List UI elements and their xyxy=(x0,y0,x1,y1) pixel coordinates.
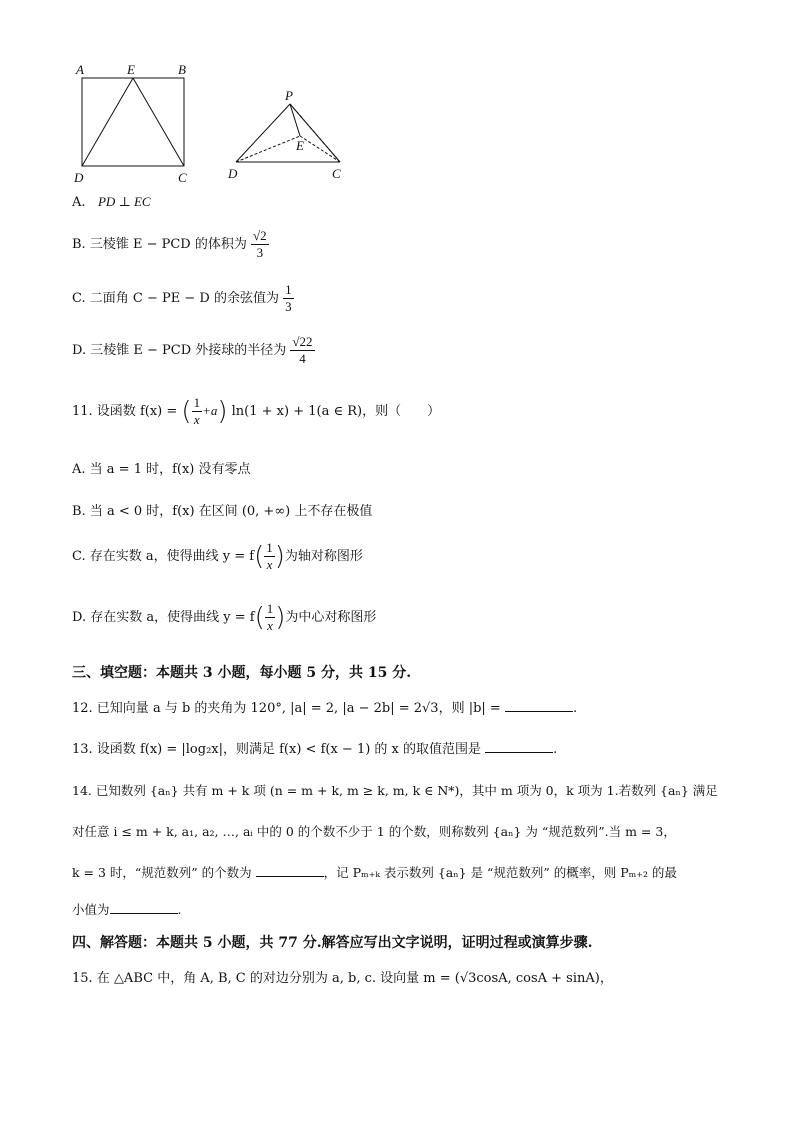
q15: 15. 在 △ABC 中，角 A, B, C 的对边分别为 a, b, c. 设向量 m = (√3cosA, cosA + sinA)， xyxy=(72,971,613,986)
q11-stem: 11. 设函数 f(x) = ( $\frac{1}{x}$ +a) ln(1 + x) + 1(a ∈ R)，则（ ） xyxy=(72,395,441,427)
label-b: B xyxy=(178,62,186,77)
q11-option-a: A. 当 a = 1 时，f(x) 没有零点 xyxy=(72,462,251,477)
edge-de xyxy=(236,136,300,162)
q14-line-4: 小值为 . xyxy=(72,902,182,917)
edge-ce xyxy=(300,136,340,162)
q11-option-b: B. 当 a < 0 时，f(x) 在区间 (0, +∞) 上不存在极值 xyxy=(72,504,373,519)
q14-line-1: 14. 已知数列 {aₙ} 共有 m + k 项 (n = m + k, m ≥ k, m, k ∈ N*)，其中 m 项为 0，k 项为 1.若数列 {aₙ} 满足 xyxy=(72,783,718,798)
q14-line-3: k = 3 时，“规范数列” 的个数为 ，记 Pₘ₊ₖ 表示数列 {aₙ} 是 “规范数列” 的概率，则 Pₘ₊₂ 的最 xyxy=(72,865,677,880)
edge-pd xyxy=(236,104,290,162)
q13-answer-blank[interactable] xyxy=(485,740,553,753)
figure-rectangle xyxy=(70,58,200,188)
q13: 13. 设函数 f(x) = |log₂x|，则满足 f(x) < f(x − 1) 的 x 的取值范围是 . xyxy=(72,742,558,757)
label-a: A xyxy=(76,62,84,77)
segment-de xyxy=(82,78,133,166)
section-3-heading: 三、填空题：本题共 3 小题，每小题 5 分，共 15 分. xyxy=(72,665,412,681)
q10-option-b: B. 三棱锥 E − PCD 的体积为 $\frac{√2}{3}$ xyxy=(72,228,267,260)
q12-answer-blank[interactable] xyxy=(505,699,573,712)
label-d: D xyxy=(74,170,84,185)
q10-option-c: C. 二面角 C − PE − D 的余弦值为 $\frac{1}{3}$ xyxy=(72,282,292,314)
section-4-heading: 四、解答题：本题共 5 小题，共 77 分.解答应写出文字说明，证明过程或演算步骤. xyxy=(72,935,593,951)
rectangle-abcd xyxy=(82,78,184,166)
q11-option-d: D. 存在实数 a，使得曲线 y = f( $\frac{1}{x}$ )为中心对称图形 xyxy=(72,601,377,633)
segment-ce xyxy=(133,78,184,166)
q14-answer-blank-2[interactable] xyxy=(110,901,178,914)
label-c: C xyxy=(178,170,187,185)
q11-option-c: C. 存在实数 a，使得曲线 y = f( $\frac{1}{x}$ )为轴对称图形 xyxy=(72,540,363,572)
q10-option-d: D. 三棱锥 E − PCD 外接球的半径为 $\frac{√22}{4}$ xyxy=(72,334,313,366)
label-e: E xyxy=(296,138,304,153)
label-e: E xyxy=(127,62,135,77)
q12: 12. 已知向量 a 与 b 的夹角为 120°, |a| = 2, |a − 2b| = 2√3，则 |b| = . xyxy=(72,701,578,716)
q14-line-2: 对任意 i ≤ m + k, a₁, a₂, …, aᵢ 中的 0 的个数不少于 1 的个数，则称数列 {aₙ} 为 “规范数列”.当 m = 3， xyxy=(72,824,676,839)
q14-answer-blank-1[interactable] xyxy=(256,864,324,877)
label-d: D xyxy=(228,166,238,181)
q10-option-a: A. PD ⊥ EC xyxy=(72,194,151,210)
figure-tetrahedron xyxy=(222,86,352,186)
label-c: C xyxy=(332,166,341,181)
edge-pe xyxy=(290,104,300,136)
label-p: P xyxy=(285,88,293,103)
